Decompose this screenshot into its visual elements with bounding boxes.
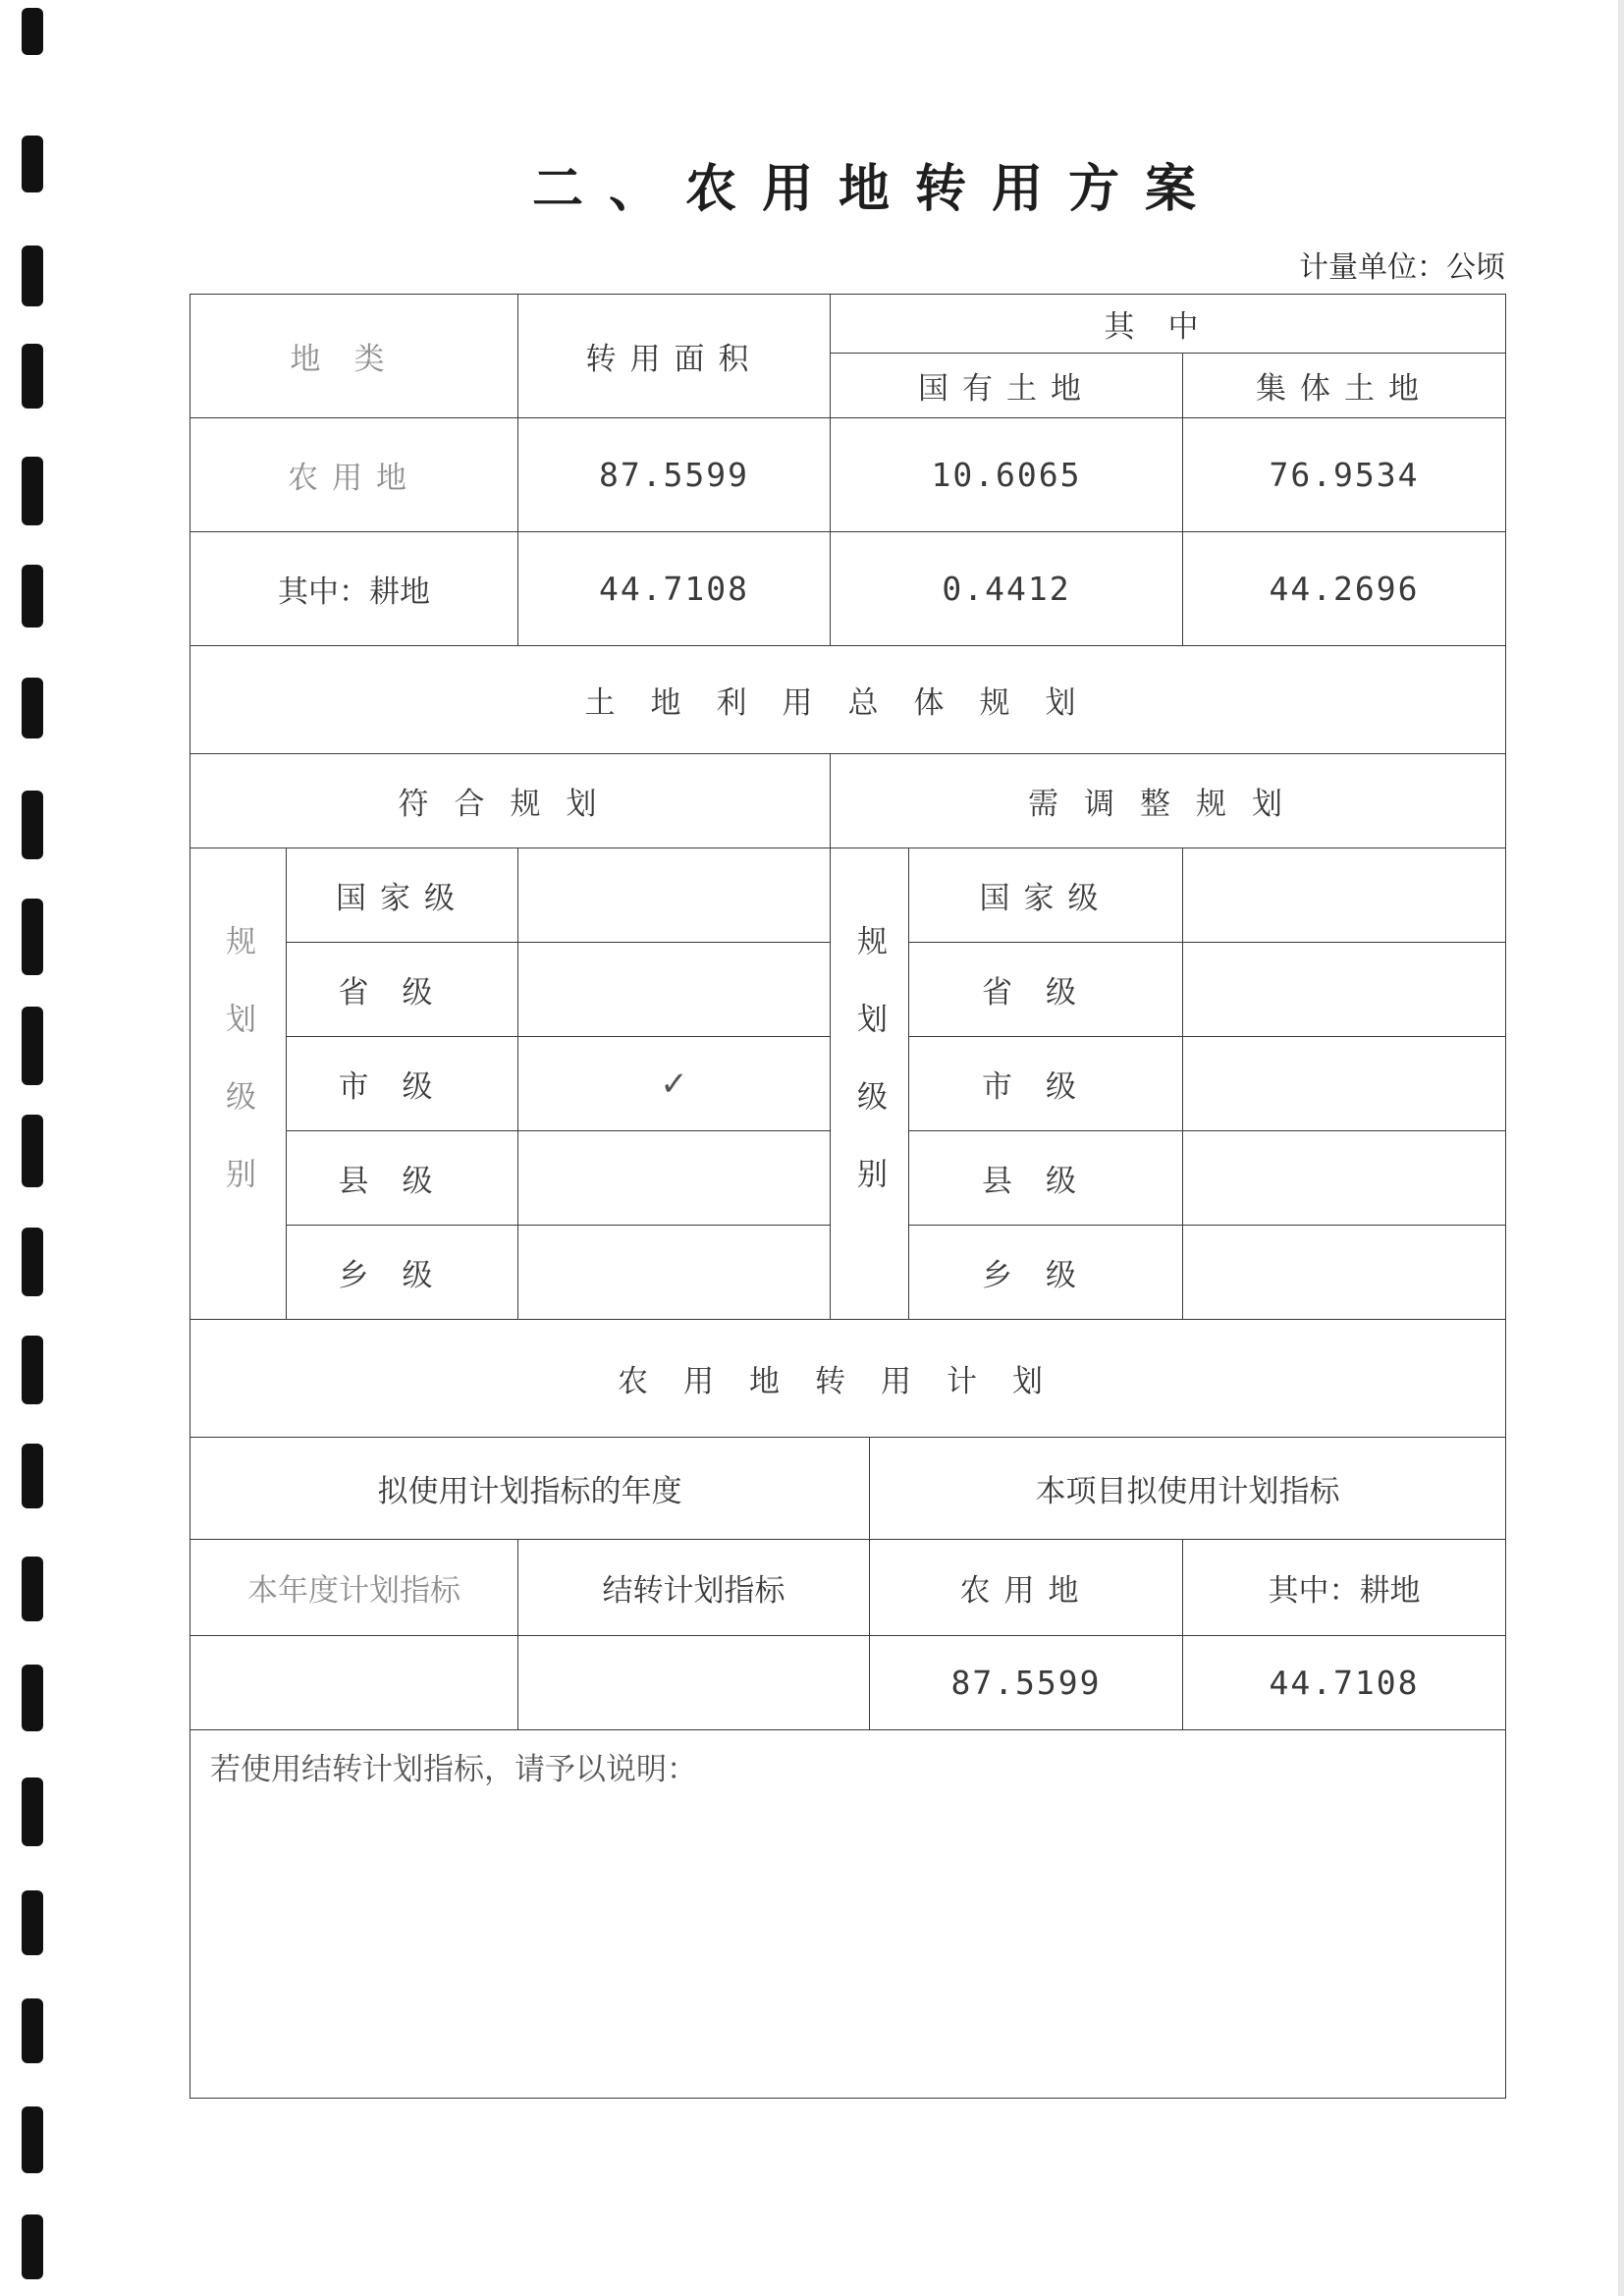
binding-hole: [22, 1115, 43, 1187]
adjust-mark-township: [1183, 1226, 1506, 1320]
planning-section-title: 土地利用总体规划: [190, 646, 1506, 754]
page-title: 二、农用地转用方案: [531, 160, 1221, 219]
binding-hole: [22, 1557, 43, 1621]
carryover-header: 结转计划指标: [518, 1540, 870, 1636]
header-land-type: 地类: [190, 295, 518, 418]
compliant-mark-township: [518, 1226, 831, 1320]
binding-strip: [0, 0, 196, 2296]
binding-hole: [22, 457, 43, 525]
binding-hole: [22, 344, 43, 409]
conversion-plan-table: [189, 1319, 1506, 2099]
binding-hole: [22, 678, 43, 738]
header-conversion-area: 转用面积: [518, 295, 831, 418]
adjust-mark-municipal: [1183, 1037, 1506, 1131]
unit-label: 计量单位：公顷: [1299, 250, 1505, 285]
cell-cultivated-area: 44.7108: [518, 532, 831, 646]
cell-farmland-area: 87.5599: [518, 418, 831, 532]
adjust-mark-provincial: [1183, 943, 1506, 1037]
land-use-planning-table: [189, 645, 1506, 1320]
level-municipal: 市级: [287, 1037, 518, 1131]
adjust-level-category: 规划级别: [831, 848, 909, 1320]
cell-cultivated-state: 0.4412: [831, 532, 1183, 646]
plan-section-title: 农用地转用计划: [190, 1320, 1506, 1438]
binding-hole: [22, 1665, 43, 1731]
binding-hole: [22, 1998, 43, 2063]
cell-carryover: [518, 1636, 870, 1730]
binding-hole: [22, 565, 43, 628]
adjust-level-county: 县级: [909, 1131, 1183, 1226]
binding-hole: [22, 1228, 43, 1296]
table-row: [190, 1636, 1506, 1730]
compliant-level-category: 规划级别: [190, 848, 287, 1320]
adjust-level-municipal: 市级: [909, 1037, 1183, 1131]
adjust-mark-county: [1183, 1131, 1506, 1226]
cell-cultivated-indicator: 44.7108: [1183, 1636, 1506, 1730]
compliant-mark-provincial: [518, 943, 831, 1037]
table-row: [190, 418, 1506, 532]
cell-farmland-indicator: 87.5599: [870, 1636, 1183, 1730]
cell-farmland-collective: 76.9534: [1183, 418, 1506, 532]
table-row: [190, 532, 1506, 646]
current-year-header: 本年度计划指标: [190, 1540, 518, 1636]
level-township: 乡级: [287, 1226, 518, 1320]
binding-hole: [22, 1777, 43, 1846]
level-county: 县级: [287, 1131, 518, 1226]
binding-hole: [22, 899, 43, 975]
adjust-mark-national: [1183, 848, 1506, 943]
cell-current-year: [190, 1636, 518, 1730]
adjust-level-national: 国家级: [909, 848, 1183, 943]
header-state-land: 国有土地: [831, 354, 1183, 418]
binding-hole: [22, 136, 43, 192]
cell-farmland-state: 10.6065: [831, 418, 1183, 532]
header-of-which: 其中: [831, 295, 1506, 354]
document-page: [189, 147, 1505, 2099]
binding-hole: [22, 2214, 43, 2279]
binding-hole: [22, 791, 43, 859]
binding-hole: [22, 1007, 43, 1085]
adjust-level-township: 乡级: [909, 1226, 1183, 1320]
adjust-title: 需调整规划: [831, 754, 1506, 848]
note-label: 若使用结转计划指标，请予以说明：: [210, 1752, 697, 1787]
row-label-farmland: 农用地: [190, 418, 518, 532]
carryover-note: [190, 1730, 1506, 2099]
binding-hole: [22, 1890, 43, 1955]
adjust-level-provincial: 省级: [909, 943, 1183, 1037]
farmland-header: 农用地: [870, 1540, 1183, 1636]
compliant-mark-national: [518, 848, 831, 943]
level-provincial: 省级: [287, 943, 518, 1037]
conversion-area-table: [189, 294, 1506, 646]
compliant-mark-municipal: ✓: [518, 1037, 831, 1131]
binding-hole: [22, 1336, 43, 1404]
cell-cultivated-collective: 44.2696: [1183, 532, 1506, 646]
indicator-header: 本项目拟使用计划指标: [870, 1438, 1506, 1540]
binding-hole: [22, 2106, 43, 2173]
level-national: 国家级: [287, 848, 518, 943]
cultivated-header: 其中：耕地: [1183, 1540, 1506, 1636]
page-edge: [1618, 0, 1624, 2296]
table-row: [190, 848, 1506, 943]
row-label-cultivated: 其中：耕地: [190, 532, 518, 646]
binding-hole: [22, 246, 43, 306]
header-collective-land: 集体土地: [1183, 354, 1506, 418]
binding-hole: [22, 1444, 43, 1508]
compliant-title: 符合规划: [190, 754, 831, 848]
year-header: 拟使用计划指标的年度: [190, 1438, 870, 1540]
compliant-mark-county: [518, 1131, 831, 1226]
binding-hole: [22, 8, 43, 55]
